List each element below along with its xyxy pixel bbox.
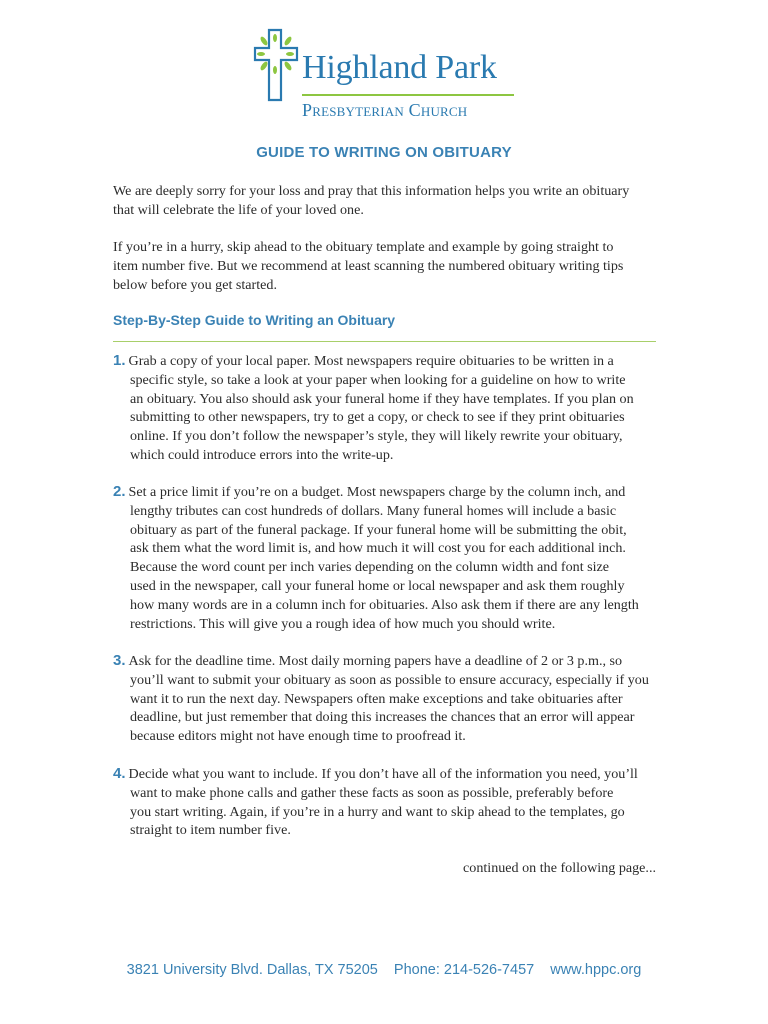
continued-note: continued on the following page... — [463, 860, 656, 876]
intro-line: below before you get started. — [113, 277, 277, 293]
item-line: an obituary. You also should ask your funeral home if they have templates. If you plan on — [130, 390, 634, 407]
item-line: ask them what the word limit is, and how much it will cost you for each additional inch. — [130, 540, 626, 557]
document-title: GUIDE TO WRITING ON OBITUARY — [256, 144, 512, 161]
list-item — [113, 483, 658, 633]
list-item — [113, 652, 658, 746]
item-line: submitting to other newspapers, try to get a copy, or check to see if they print obituaries — [130, 409, 625, 426]
section-divider — [113, 341, 656, 342]
item-line: want it to run the next day. Newspapers often make exceptions and take obituaries after — [130, 690, 623, 707]
item-line: Decide what you want to include. If you don’t have all of the information you need, you’ll — [128, 766, 638, 782]
item-number: 4. — [113, 765, 126, 782]
item-number: 2. — [113, 483, 126, 500]
item-line: Because the word count per inch varies depending on the column width and font size — [130, 559, 610, 576]
item-line: lengthy tributes can cost hundreds of dollars. Many funeral homes will include a basic — [130, 502, 617, 519]
item-line: because editors might not have enough time to proofread it. — [130, 728, 466, 745]
item-line: want to make phone calls and gather these facts as soon as possible, preferably before — [130, 784, 614, 801]
footer-address: 3821 University Blvd. Dallas, TX 75205 — [126, 962, 378, 978]
item-line: Ask for the deadline time. Most daily morning papers have a deadline of 2 or 3 p.m., so — [128, 653, 623, 669]
item-line: online. If you don’t follow the newspaper’s style, they will likely rewrite your obituary, — [130, 428, 623, 445]
church-name: Highland Park — [302, 49, 497, 86]
item-line: which could introduce errors into the write-up. — [130, 446, 394, 463]
intro-paragraph-2 — [113, 238, 658, 295]
item-line: restrictions. This will give you a rough idea of how much you should write. — [130, 615, 556, 632]
page-footer — [0, 962, 768, 978]
item-line: Set a price limit if you’re on a budget. Most newspapers charge by the column inch, and — [128, 484, 626, 500]
item-line: obituary as part of the funeral package. If your funeral home will be submitting the obit, — [130, 521, 627, 538]
section-heading: Step-By-Step Guide to Writing an Obituary — [113, 312, 396, 328]
church-logo — [252, 28, 532, 120]
list-item — [113, 765, 658, 840]
intro-line: that will celebrate the life of your loved one. — [113, 202, 364, 218]
footer-phone: Phone: 214-526-7457 — [393, 962, 535, 978]
list-item — [113, 352, 658, 465]
item-line: used in the newspaper, call your funeral home or local newspaper and ask them roughly — [130, 577, 625, 594]
intro-line: We are deeply sorry for your loss and pray that this information helps you write an obituary — [113, 183, 630, 199]
item-line: deadline, but just remember that doing this increases the chances that an error will appear — [130, 709, 635, 726]
logo-divider — [302, 94, 514, 96]
item-line: specific style, so take a look at your paper when looking for a guideline on how to write — [130, 371, 626, 388]
intro-paragraph-1 — [113, 182, 658, 220]
intro-line: item number five. But we recommend at least scanning the numbered obituary writing tips — [113, 258, 624, 274]
item-line: Grab a copy of your local paper. Most newspapers require obituaries to be written in a — [128, 353, 614, 369]
church-subtitle: Presbyterian Church — [302, 100, 468, 120]
footer-website: www.hppc.org — [550, 962, 642, 978]
item-line: how many words are in a column inch for obituaries. Also ask them if there are any length — [130, 596, 639, 613]
cross-icon — [252, 28, 300, 102]
item-number: 1. — [113, 352, 126, 369]
item-line: you start writing. Again, if you’re in a hurry and want to skip ahead to the templates, go — [130, 803, 625, 820]
item-line: straight to item number five. — [130, 822, 291, 839]
item-number: 3. — [113, 652, 126, 669]
item-line: you’ll want to submit your obituary as soon as possible to ensure accuracy, especially if you — [130, 671, 649, 688]
intro-line: If you’re in a hurry, skip ahead to the obituary template and example by going straight to — [113, 239, 614, 255]
